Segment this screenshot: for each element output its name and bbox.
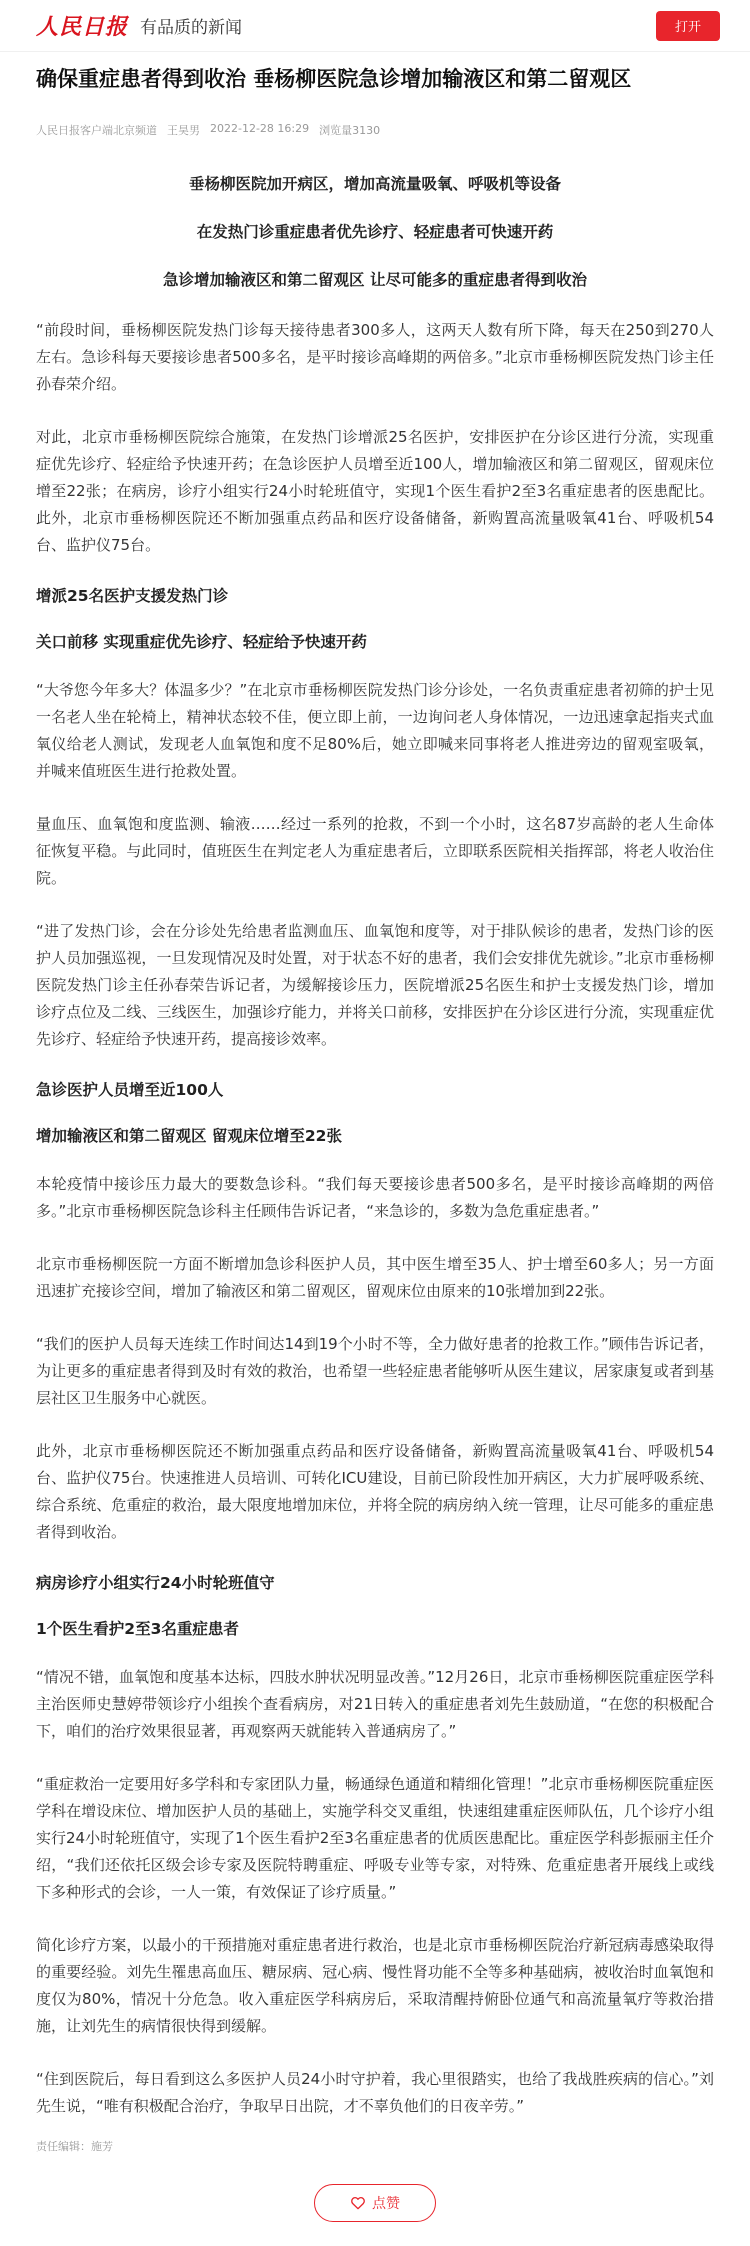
heart-icon bbox=[350, 2195, 366, 2211]
like-button[interactable] bbox=[314, 2184, 436, 2222]
article-paragraph: “重症救治一定要用好多学科和专家团队力量，畅通绿色通道和精细化管理！”北京市垂杨柳医院重症医学科在增设床位、增加医护人员的基础上，实施学科交叉重组，快速组建重症医师队伍，几个诊疗小组实行24小时轮班值守，实现了1个医生看护2至3名重症患者的优质医患配比。重症医学科彭振丽主任介绍，“我们还依托区级会诊专家及医院特聘重症、呼吸专业等专家，对特殊、危重症患者开展线上或线下多种形式的会诊，一人一策，有效保证了诊疗质量。” bbox=[36, 1775, 714, 1901]
article-meta bbox=[36, 122, 714, 138]
article-paragraph: “进了发热门诊，会在分诊处先给患者监测血压、血氧饱和度等，对于排队候诊的患者，发热门诊的医护人员加强巡视，一旦发现情况及时处置，对于状态不好的患者，我们会安排优先就诊。”北京市垂杨柳医院发热门诊主任孙春荣告诉记者，为缓解接诊压力，医院增派25名医生和护士支援发热门诊，增加诊疗点位及二线、三线医生，加强诊疗能力，并将关口前移，安排医护在分诊区进行分流，实现重症优先诊疗、轻症给予快速开药，提高接诊效率。 bbox=[36, 922, 714, 1048]
article-paragraph: 对此，北京市垂杨柳医院综合施策，在发热门诊增派25名医护，安排医护在分诊区进行分流，实现重症优先诊疗、轻症给予快速开药；在急诊医护人员增至近100人，增加输液区和第二留观区，留观床位增至22张；在病房，诊疗小组实行24小时轮班值守，实现1个医生看护2至3名重症患者的医患配比。此外，北京市垂杨柳医院还不断加强重点药品和医疗设备储备，新购置高流量吸氧41台、呼吸机54台、监护仪75台。 bbox=[36, 428, 714, 554]
article-time: 2022-12-28 16:29 bbox=[210, 122, 310, 135]
article-paragraph: “大爷您今年多大？体温多少？”在北京市垂杨柳医院发热门诊分诊处，一名负责重症患者初筛的护士见一名老人坐在轮椅上，精神状态较不佳，便立即上前，一边询问老人身体情况，一边迅速拿起指夹式血氧仪给老人测试，发现老人血氧饱和度不足80%后，她立即喊来同事将老人推进旁边的留观室吸氧，并喊来值班医生进行抢救处置。 bbox=[36, 681, 714, 780]
open-app-button[interactable]: 打开 bbox=[656, 11, 720, 41]
article-subheading: 关口前移 实现重症优先诊疗、轻症给予快速开药 bbox=[36, 633, 367, 651]
article-lead-heading: 急诊增加输液区和第二留观区 让尽可能多的重症患者得到收治 bbox=[163, 271, 587, 289]
article-paragraph: “前段时间，垂杨柳医院发热门诊每天接待患者300多人，这两天人数有所下降，每天在250到270人左右。急诊科每天要接诊患者500多名，是平时接诊高峰期的两倍多。”北京市垂杨柳医院发热门诊主任孙春荣介绍。 bbox=[36, 321, 714, 393]
article-author: 王昊男 bbox=[167, 124, 200, 137]
article-paragraph: 本轮疫情中接诊压力最大的要数急诊科。“我们每天要接诊患者500多名，是平时接诊高峰期的两倍多。”北京市垂杨柳医院急诊科主任顾伟告诉记者，“来急诊的，多数为急危重症患者。” bbox=[36, 1175, 714, 1220]
article-paragraph: 北京市垂杨柳医院一方面不断增加急诊科医护人员，其中医生增至35人、护士增至60多人；另一方面迅速扩充接诊空间，增加了输液区和第二留观区，留观床位由原来的10张增加到22张。 bbox=[36, 1255, 714, 1300]
article-body bbox=[36, 173, 714, 2120]
article-subheading: 病房诊疗小组实行24小时轮班值守 bbox=[36, 1574, 275, 1592]
top-bar bbox=[0, 0, 750, 52]
article-subheading: 增派25名医护支援发热门诊 bbox=[36, 587, 229, 605]
article-subheading: 1个医生看护2至3名重症患者 bbox=[36, 1620, 239, 1638]
article-paragraph: “我们的医护人员每天连续工作时间达14到19个小时不等，全力做好患者的抢救工作。”顾伟告诉记者，为让更多的重症患者得到及时有效的救治，也希望一些轻症患者能够听从医生建议，居家康复或者到基层社区卫生服务中心就医。 bbox=[36, 1335, 714, 1407]
like-area bbox=[36, 2184, 714, 2222]
article-lead-heading: 在发热门诊重症患者优先诊疗、轻症患者可快速开药 bbox=[196, 223, 554, 241]
people-daily-logo[interactable]: 人民日报 bbox=[36, 14, 129, 40]
article-views: 浏览量3130 bbox=[319, 124, 381, 137]
article-subheading: 增加输液区和第二留观区 留观床位增至22张 bbox=[36, 1127, 342, 1145]
article-paragraph: 量血压、血氧饱和度监测、输液……经过一系列的抢救，不到一个小时，这名87岁高龄的老人生命体征恢复平稳。与此同时，值班医生在判定老人为重症患者后，立即联系医院相关指挥部，将老人收治住院。 bbox=[36, 815, 714, 887]
brand-slogan: 有品质的新闻 bbox=[140, 18, 243, 38]
like-label: 点赞 bbox=[372, 2196, 400, 2212]
article-paragraph: “情况不错，血氧饱和度基本达标，四肢水肿状况明显改善。”12月26日，北京市垂杨柳医院重症医学科主治医师史慧婷带领诊疗小组挨个查看病房，对21日转入的重症患者刘先生鼓励道，“在您的积极配合下，咱们的治疗效果很显著，再观察两天就能转入普通病房了。” bbox=[36, 1668, 714, 1740]
responsible-editor: 责任编辑：施芳 bbox=[36, 2140, 113, 2153]
article-paragraph: “住到医院后，每日看到这么多医护人员24小时守护着，我心里很踏实，也给了我战胜疾病的信心。”刘先生说，“唯有积极配合治疗，争取早日出院，才不辜负他们的日夜辛劳。” bbox=[36, 2070, 714, 2115]
article bbox=[0, 64, 750, 2222]
article-source: 人民日报客户端北京频道 bbox=[36, 124, 157, 137]
article-title: 确保重症患者得到收治 垂杨柳医院急诊增加输液区和第二留观区 bbox=[36, 67, 632, 91]
article-lead-heading: 垂杨柳医院加开病区，增加高流量吸氧、呼吸机等设备 bbox=[188, 175, 561, 193]
article-subheading: 急诊医护人员增至近100人 bbox=[36, 1081, 224, 1099]
article-paragraph: 简化诊疗方案，以最小的干预措施对重症患者进行救治，也是北京市垂杨柳医院治疗新冠病毒感染取得的重要经验。刘先生罹患高血压、糖尿病、冠心病、慢性肾功能不全等多种基础病，被收治时血氧饱和度仅为80%，情况十分危急。收入重症医学科病房后，采取清醒持俯卧位通气和高流量氧疗等救治措施，让刘先生的病情很快得到缓解。 bbox=[36, 1936, 714, 2035]
brand bbox=[36, 10, 242, 41]
article-paragraph: 此外，北京市垂杨柳医院还不断加强重点药品和医疗设备储备，新购置高流量吸氧41台、呼吸机54台、监护仪75台。快速推进人员培训、可转化ICU建设，目前已阶段性加开病区，大力扩展呼吸系统、综合系统、危重症的救治，最大限度地增加床位，并将全院的病房纳入统一管理，让尽可能多的重症患者得到收治。 bbox=[36, 1442, 714, 1541]
